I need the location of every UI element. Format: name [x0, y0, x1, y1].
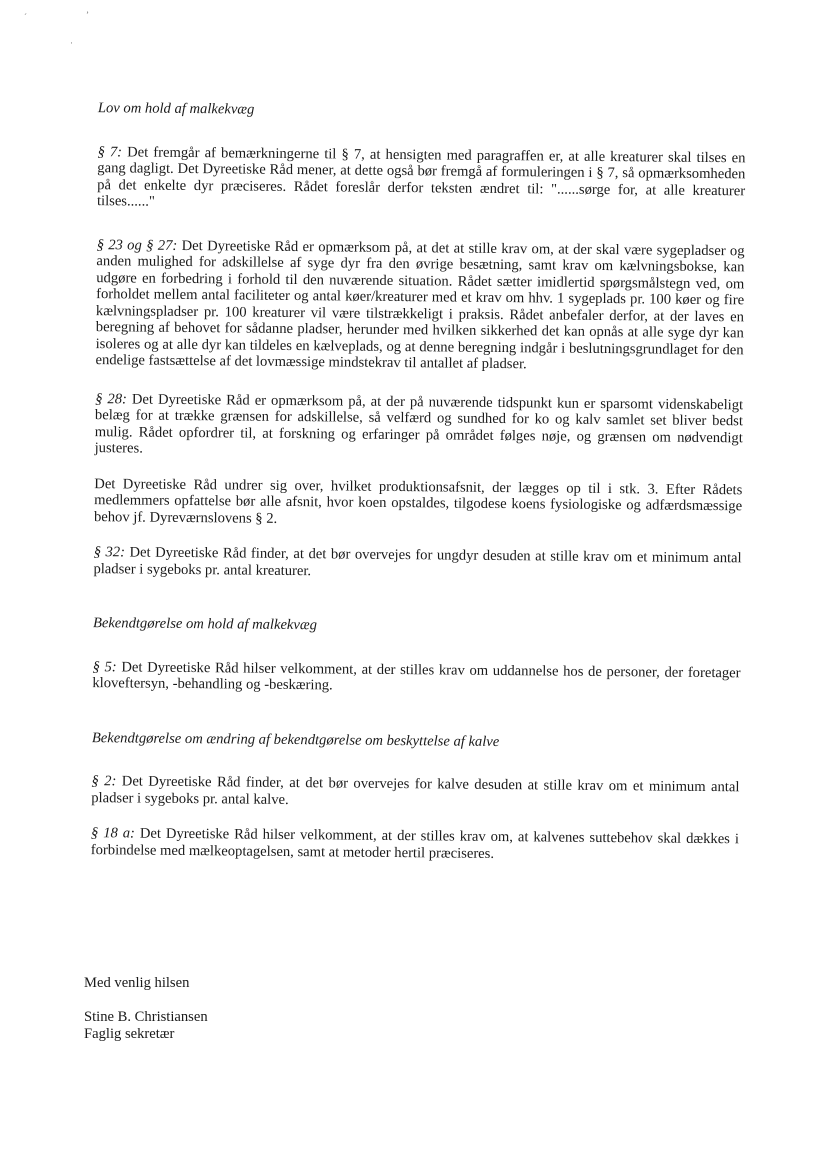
section-ref: § 5: — [92, 658, 117, 675]
paragraph-section-18a — [91, 825, 739, 864]
paragraph-text: Det fremgår af bemærkningerne til § 7, at hensigten med paragraffen er, at alle kreaturer skal tilses en gang dagligt. Det Dyreetiske Råd mener, at dette også bør fremgå af formuleringen i § 7, så opmærksomheden på det enkelte dyr præciseres. Rådet foreslår derfor teksten ændret til: "......sørge for, at alle kreaturer tilses......" — [96, 143, 746, 210]
section-ref: § 23 og § 27: — [96, 236, 178, 254]
section-ref: § 32: — [93, 544, 126, 561]
paragraph-section-23-27 — [95, 237, 744, 375]
section-heading-bekendtgoerelse: Bekendtgørelse om hold af malkekvæg — [92, 615, 318, 634]
margin-mark: ’ — [86, 10, 89, 20]
section-ref: § 18 a: — [90, 825, 136, 842]
margin-mark: ´ — [24, 12, 27, 22]
paragraph-text: Det Dyreetiske Råd er opmærksom på, at det at stille krav om, at der skal være sygepladser og anden mulighed for adskillelse af syge dyr fra den øvrige besætning, samt krav om kælvningsbokse, kan udgøre en forbedring i forhold til den nuværende situation. Rådet sætter imidlertid spørgsmålstegn ved, om forholdet mellem antal faciliteter og antal køer/kreaturer med et krav om hhv. 1 sygeplads pr. 100 køer og fire kælvningspladser pr. 100 kreaturer vil være tilstrækkeligt i praksis. Rådet anbefaler derfor, at der laves en beregning af behovet for sådanne pladser, herunder med hvilken sikkerhed det kan opnås at alle syge dyr kan isoleres og at alle dyr kan tildeles en kælveplads, og at denne beregning indgår i beslutningsgrundlaget for den endelige fastsættelse af det lovmæssige mindstekrav til antallet af pladser. — [95, 237, 745, 373]
paragraph-text: Det Dyreetiske Råd hilser velkomment, at der stilles krav om uddannelse hos de personer, der foretager kloveftersyn, -behandling og -beskæring. — [92, 658, 741, 694]
paragraph-section-28-continued: Det Dyreetiske Råd undrer sig over, hvilket produktionsafsnit, der lægges op til i stk. 3. Efter Rådets medlemmers opfattelse bør alle afsnit, hvor koen opstaldes, tilgodese koens fysiologiske og adfærdsmæssige behov jf. Dyreværnslovens § 2. — [93, 475, 743, 527]
margin-mark: · — [70, 38, 73, 48]
section-ref: § 2: — [91, 773, 117, 790]
section-ref: § 28: — [95, 390, 127, 407]
closing-greeting: Med venlig hilsen — [84, 975, 190, 991]
letter-body — [77, 100, 746, 883]
paragraph-section-7 — [97, 144, 746, 216]
section-ref: § 7: — [97, 143, 123, 160]
paragraph-text: Det Dyreetiske Råd finder, at det bør overvejes for ungdyr desuden at stille krav om et minimum antal pladser i sygeboks pr. antal kreaturer. — [93, 544, 742, 579]
paragraph-text: Det Dyreetiske Råd hilser velkomment, at der stilles krav om, at kalvenes suttebehov skal dækkes i forbindelse med mælkeoptagelsen, samt at metoder hertil præciseres. — [90, 825, 739, 862]
paragraph-section-28 — [95, 391, 744, 463]
paragraph-section-5 — [92, 659, 740, 698]
paragraph-text: Det Dyreetiske Råd finder, at det bør overvejes for kalve desuden at stille krav om et minimum antal pladser i sygeboks pr. antal kalve. — [91, 773, 740, 808]
signatory-name: Stine B. Christiansen — [84, 1009, 208, 1025]
paragraph-text: Det Dyreetiske Råd er opmærksom på, at der på nuværende tidspunkt kun er sparsomt videnskabeligt belæg for at trække grænsen for adskillelse, så velfærd og sundhed for ko og kalv samlet set bliver bedst mulig. Rådet opfordrer til, at forskning og erfaringer på området følges nøje, og grænsen om nødvendigt justeres. — [94, 390, 744, 457]
paragraph-section-2 — [91, 773, 739, 812]
signature-block — [84, 975, 208, 1043]
paragraph-section-32 — [93, 544, 741, 583]
section-heading-kalve: Bekendtgørelse om ændring af bekendtgørelse om beskyttelse af kalve — [91, 729, 500, 750]
section-heading-lov: Lov om hold af malkekvæg — [97, 100, 255, 118]
signatory-title: Faglig sekretær — [84, 1026, 175, 1042]
